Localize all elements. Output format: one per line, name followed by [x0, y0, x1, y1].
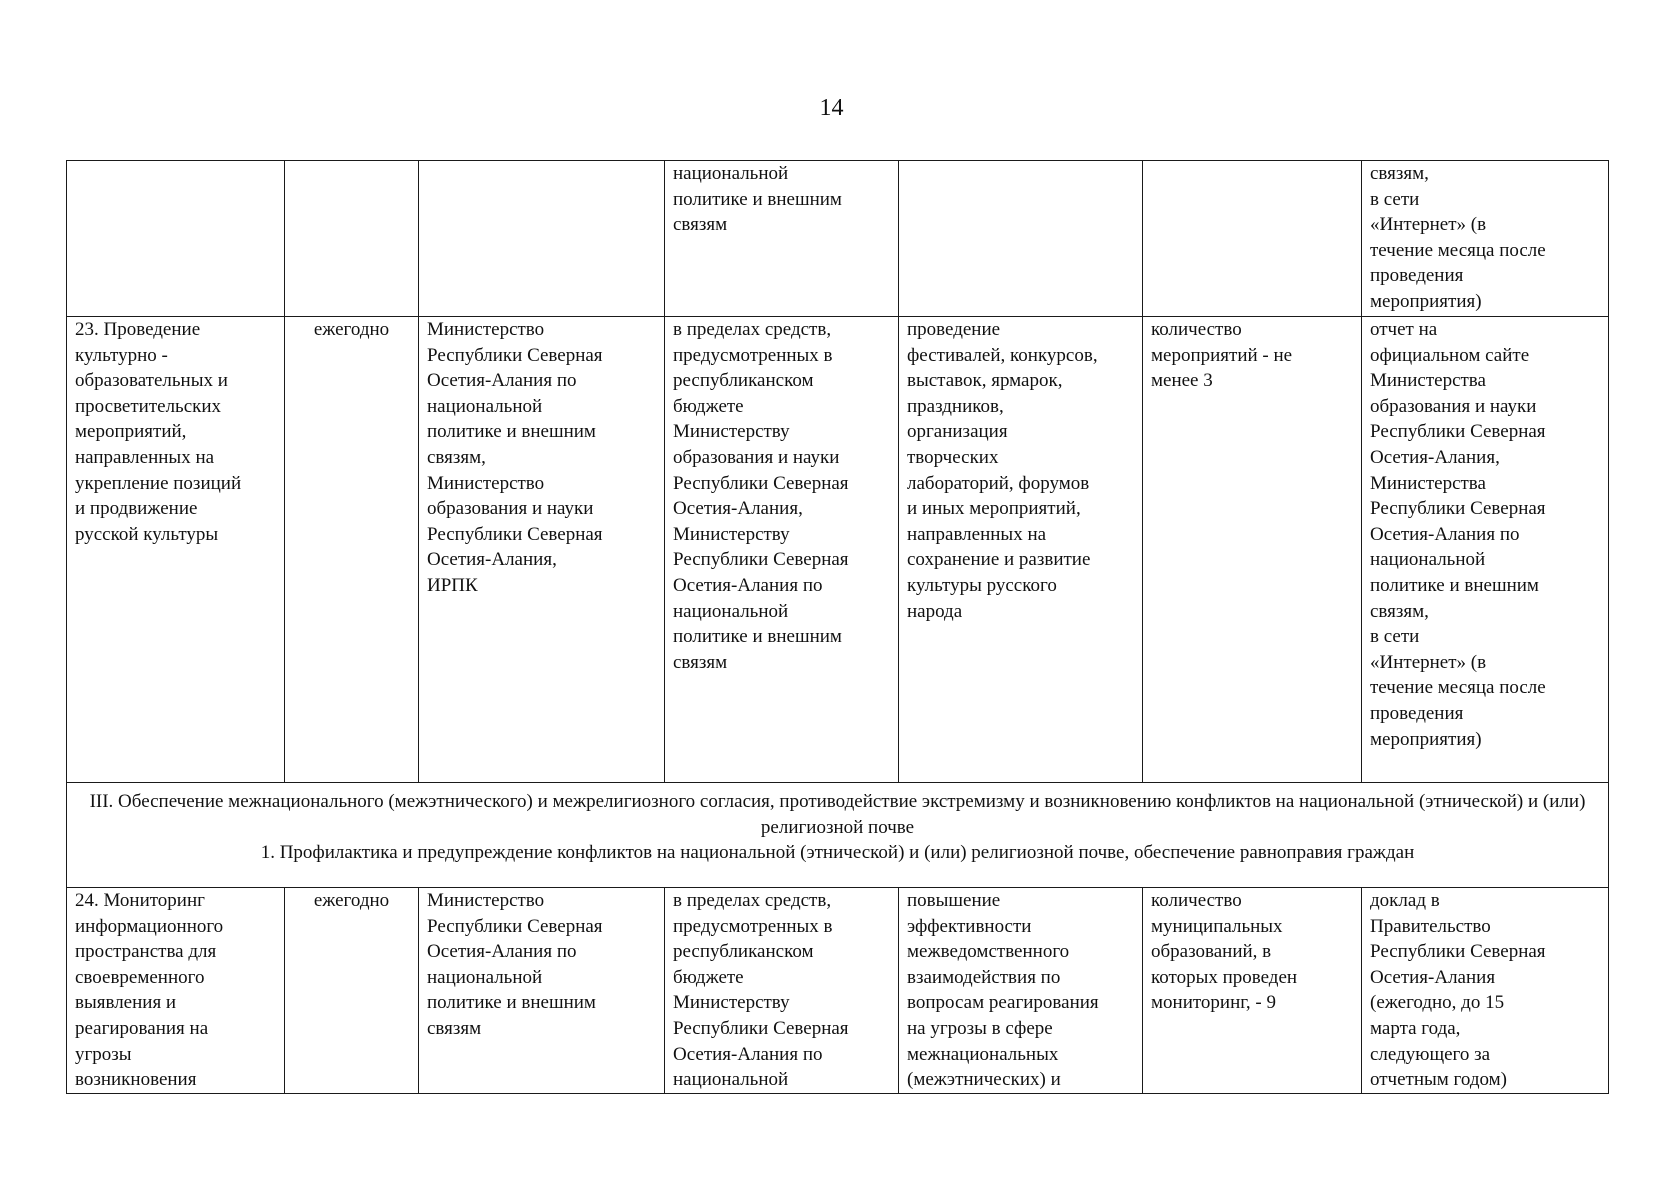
measures-table [66, 160, 1609, 1094]
cell-funding: национальной политике и внешним связям [665, 161, 899, 317]
cell-period: ежегодно [285, 317, 419, 783]
cell-event: 23. Проведение культурно - образовательных и просветительских мероприятий, направленных на укрепление позиций и продвижение русской культуры [67, 317, 285, 783]
cell-period: ежегодно [285, 888, 419, 1094]
cell-content: проведение фестивалей, конкурсов, выставок, ярмарок, праздников, организация творческих лабораторий, форумов и иных мероприятий, направленных на сохранение и развитие культуры русского народа [899, 317, 1143, 783]
page-number: 14 [819, 95, 844, 121]
cell-funding: в пределах средств, предусмотренных в республиканском бюджете Министерству образования и науки Республики Северная Осетия-Алания, Министерству Республики Северная Осетия-Алания по национальной политике и внешним связям [665, 317, 899, 783]
cell-indicator [1143, 161, 1362, 317]
cell-report: связям, в сети «Интернет» (в течение месяца после проведения мероприятия) [1362, 161, 1609, 317]
cell-period [285, 161, 419, 317]
cell-report: отчет на официальном сайте Министерства образования и науки Республики Северная Осетия-Алания, Министерства Республики Северная Осетия-Алания по национальной политике и внешним связям, в сети «Интернет» (в течение месяца после проведения мероприятия) [1362, 317, 1609, 783]
cell-indicator: количество мероприятий - не менее 3 [1143, 317, 1362, 783]
section-header-cell [67, 783, 1609, 888]
cell-event [67, 161, 285, 317]
table-row-item-24 [67, 888, 1609, 1094]
section-title: III. Обеспечение межнационального (межэтнического) и межрелигиозного согласия, противодействие экстремизму и возникновению конфликтов на национальной (этнической) и (или) религиозной почве [89, 791, 1586, 838]
cell-event: 24. Мониторинг информационного пространства для своевременного выявления и реагирования на угрозы возникновения [67, 888, 285, 1094]
table-row-item-23 [67, 317, 1609, 783]
cell-executor: Министерство Республики Северная Осетия-Алания по национальной политике и внешним связям [419, 888, 665, 1094]
cell-content: повышение эффективности межведомственного взаимодействия по вопросам реагирования на угрозы в сфере межнациональных (межэтнических) и [899, 888, 1143, 1094]
cell-executor: Министерство Республики Северная Осетия-Алания по национальной политике и внешним связям, Министерство образования и науки Республики Северная Осетия-Алания, ИРПК [419, 317, 665, 783]
table-row-continued [67, 161, 1609, 317]
section-header-row [67, 783, 1609, 888]
cell-funding: в пределах средств, предусмотренных в республиканском бюджете Министерству Республики Северная Осетия-Алания по национальной [665, 888, 899, 1094]
cell-content [899, 161, 1143, 317]
cell-report: доклад в Правительство Республики Северная Осетия-Алания (ежегодно, до 15 марта года, следующего за отчетным годом) [1362, 888, 1609, 1094]
cell-executor [419, 161, 665, 317]
cell-indicator: количество муниципальных образований, в которых проведен мониторинг, - 9 [1143, 888, 1362, 1094]
section-subtitle: 1. Профилактика и предупреждение конфликтов на национальной (этнической) и (или) религиозной почве, обеспечение равноправия граждан [260, 842, 1415, 864]
